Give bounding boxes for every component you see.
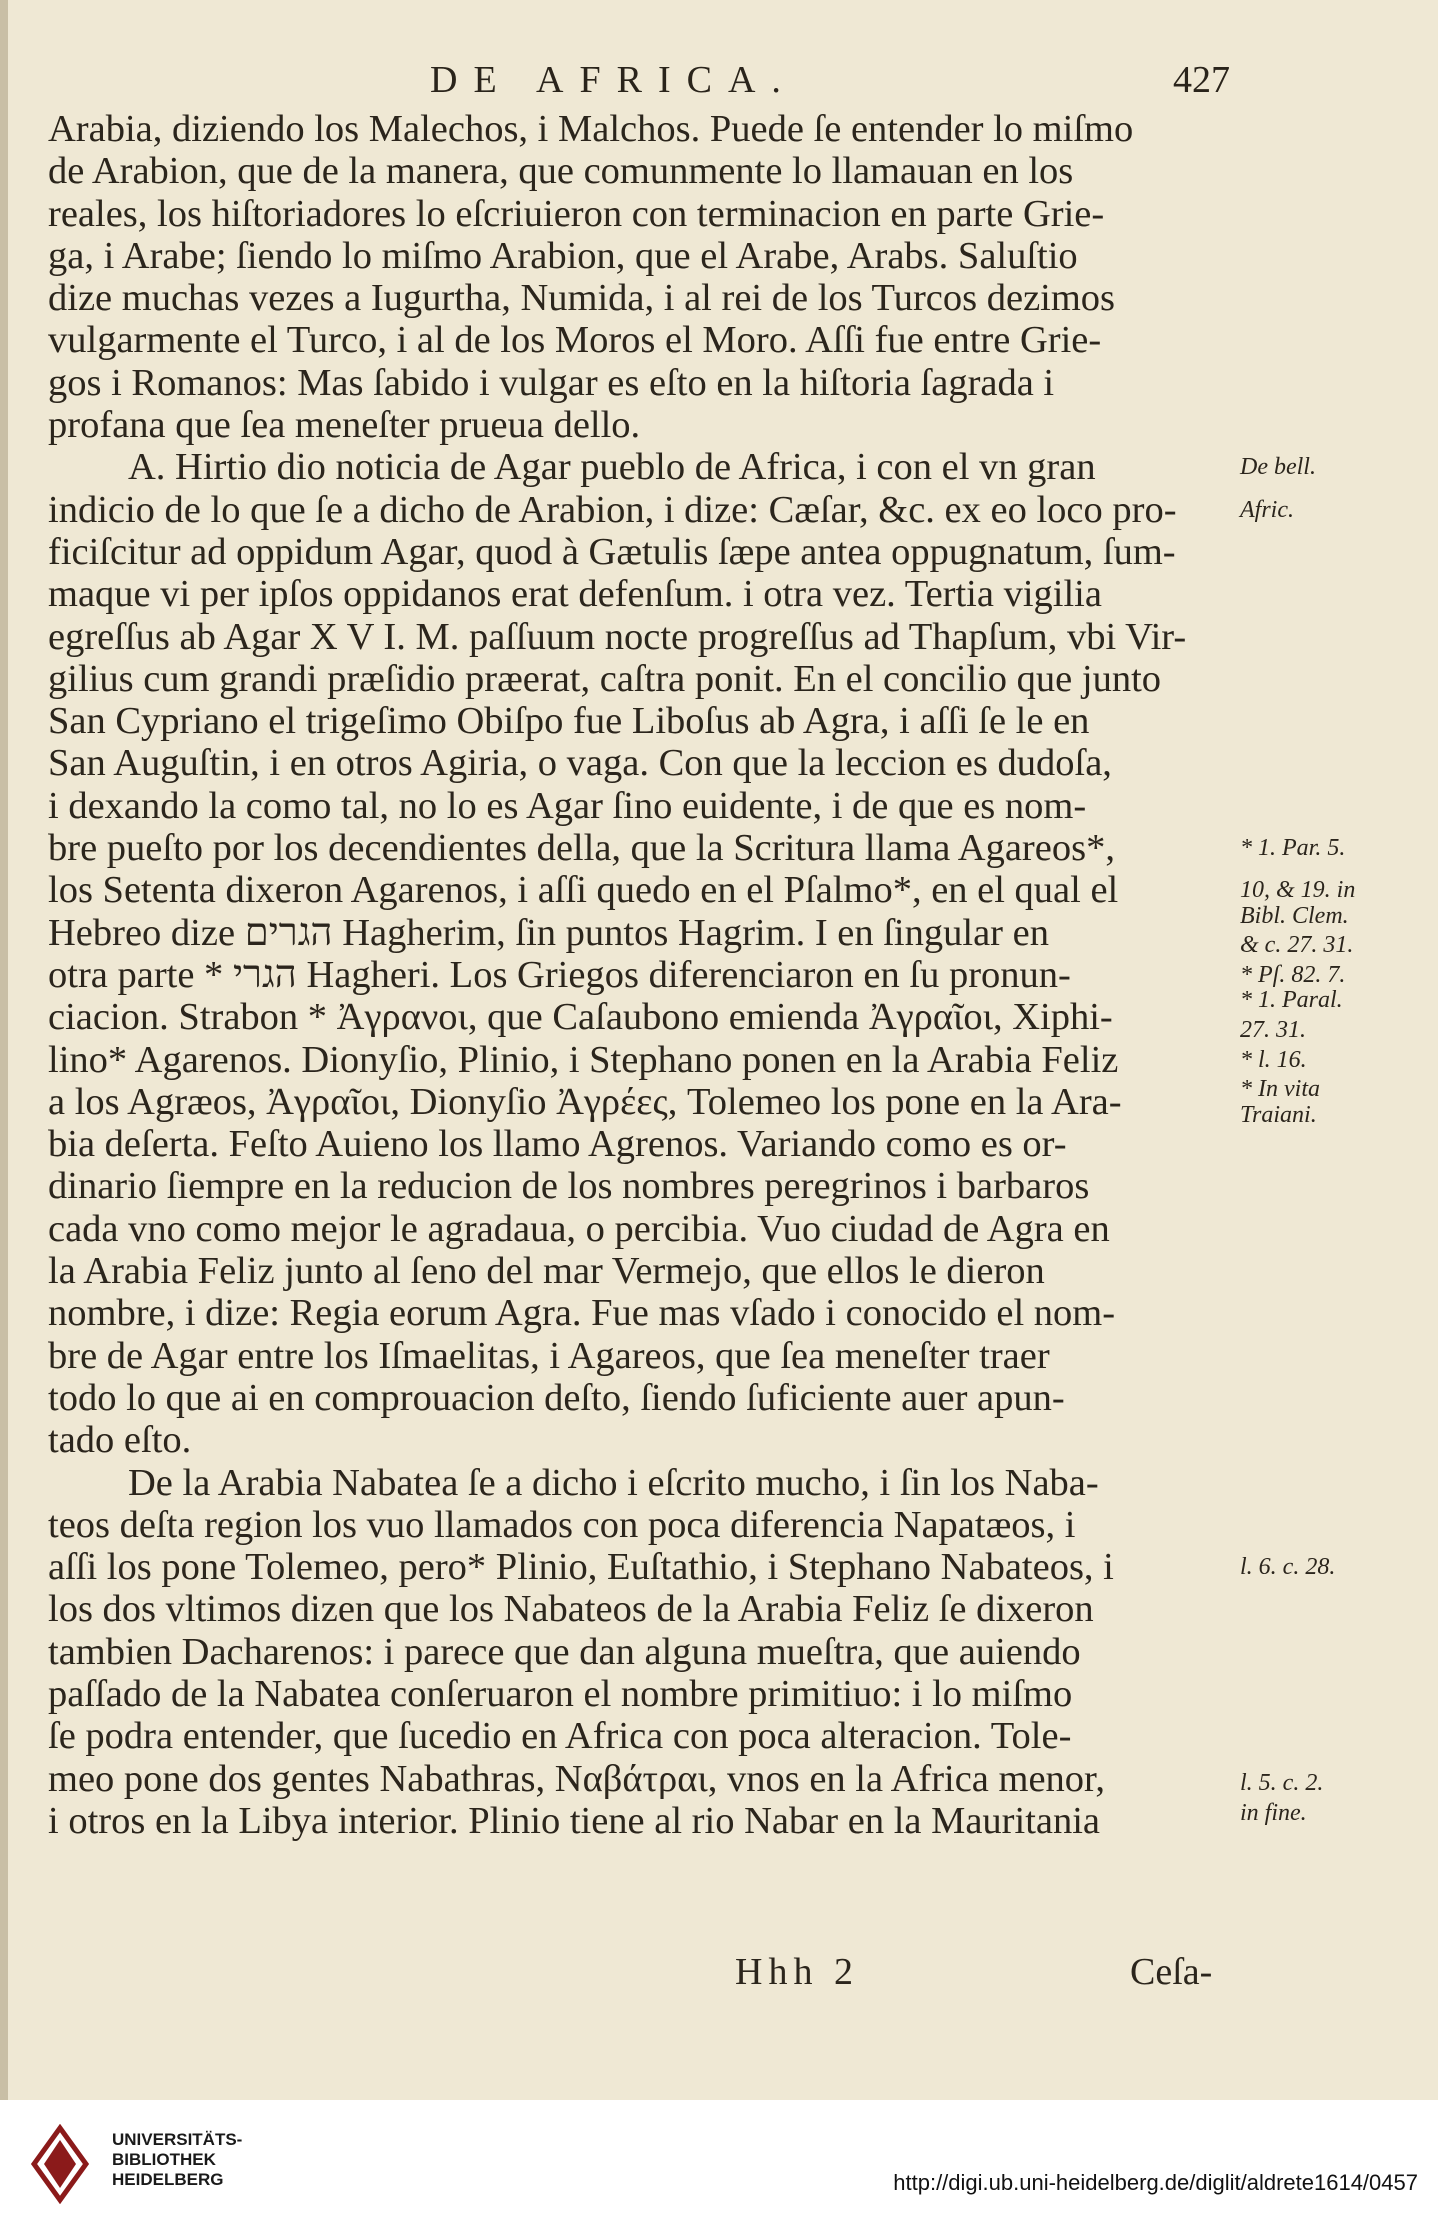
text-line: ficiſcitur ad oppidum Agar, quod à Gætulis ſæpe antea oppugnatum, ſum- [48, 530, 1176, 573]
library-logo-icon [30, 2124, 90, 2204]
text-line: profana que ſea meneſter prueua dello. [48, 404, 641, 447]
text-line: San Auguſtin, i en otros Agiria, o vaga. Con que la leccion es dudoſa, [48, 742, 1112, 785]
source-url[interactable]: http://digi.ub.uni-heidelberg.de/diglit/aldrete1614/0457 [893, 2170, 1418, 2195]
margin-note: De bell. [1240, 454, 1316, 481]
margin-note: * 1. Paral. [1240, 987, 1343, 1014]
margin-note: l. 5. c. 2. [1240, 1769, 1324, 1796]
body-text [48, 108, 1234, 1842]
text-line: teos deſta region los vuo llamados con poca diferencia Napatæos, i [48, 1503, 1076, 1546]
library-name-line: BIBLIOTHEK [112, 2150, 216, 2169]
text-line: todo lo que ai en comprouacion deſto, ſiendo ſuficiente auer apun- [48, 1376, 1065, 1419]
text-line: ga, i Arabe; ſiendo lo miſmo Arabion, que el Arabe, Arabs. Saluſtio [48, 234, 1078, 277]
text-line: ſe podra entender, que ſucedio en Africa con poca alteracion. Tole- [48, 1715, 1072, 1758]
text-line: de Arabion, que de la manera, que comunmente lo llamauan en los [48, 150, 1074, 193]
text-line: otra parte * הגרי Hagheri. Los Griegos diferenciaron en ſu pronun- [48, 953, 1071, 996]
margin-note: * In vita [1240, 1076, 1320, 1103]
text-line: reales, los hiſtoriadores lo eſcriuieron con terminacion en parte Grie- [48, 192, 1105, 235]
text-line: vulgarmente el Turco, i al de los Moros el Moro. Aſſi fue entre Grie- [48, 319, 1102, 362]
viewer-footer [0, 2100, 1438, 2235]
catchword: Ceſa- [1130, 1951, 1213, 1993]
library-name-line: UNIVERSITÄTS- [112, 2130, 243, 2149]
page-header [430, 58, 1230, 108]
library-name-line: HEIDELBERG [112, 2170, 224, 2189]
text-line: i otros en la Libya interior. Plinio tiene al rio Nabar en la Mauritania [48, 1799, 1101, 1842]
text-line: De la Arabia Nabatea ſe a dicho i eſcrito mucho, i ſin los Naba- [128, 1461, 1099, 1504]
text-line: la Arabia Feliz junto al ſeno del mar Vermejo, que ellos le dieron [48, 1250, 1045, 1293]
text-line: gilius cum grandi præſidio præerat, caſtra ponit. En el concilio que junto [48, 657, 1162, 700]
text-line: dinario ſiempre en la reducion de los nombres peregrinos i barbaros [48, 1165, 1090, 1208]
signature-mark: Hhh 2 [735, 1951, 859, 1993]
page-edge [0, 0, 8, 2100]
text-line: a los Agræos, Ἀγραῖοι, Dionyſio Ἀγρέες, Tolemeo los pone en la Ara- [48, 1080, 1122, 1123]
text-line: lino* Agarenos. Dionyſio, Plinio, i Stephano ponen en la Arabia Feliz [48, 1038, 1119, 1081]
margin-note: 10, & 19. in [1240, 877, 1356, 904]
text-line: bre pueſto por los decendientes della, que la Scritura llama Agareos*, [48, 827, 1115, 870]
text-line: Hebreo dize הגרים Hagherim, ſin puntos Hagrim. I en ſingular en [48, 911, 1049, 954]
text-line: indicio de lo que ſe a dicho de Arabion, i dize: Cæſar, &c. ex eo loco pro- [48, 488, 1177, 531]
text-line: maque vi per ipſos oppidanos erat defenſum. i otra vez. Tertia vigilia [48, 573, 1102, 616]
margin-note: Afric. [1240, 496, 1294, 523]
text-line: ciacion. Strabon * Ἀγρανοι, que Caſaubono emienda Ἀγραῖοι, Xiphi- [48, 996, 1113, 1039]
text-line: i dexando la como tal, no lo es Agar ſino euidente, i de que es nom- [48, 784, 1087, 827]
text-line: meo pone dos gentes Nabathras, Ναβάτραι, vnos en la Africa menor, [48, 1757, 1105, 1800]
page-number: 427 [1173, 59, 1230, 101]
text-line: gos i Romanos: Mas ſabido i vulgar es eſto en la hiſtoria ſagrada i [48, 361, 1055, 404]
text-line: bre de Agar entre los Iſmaelitas, i Agareos, que ſea meneſter traer [48, 1334, 1050, 1377]
text-line: Arabia, diziendo los Malechos, i Malchos. Puede ſe entender lo miſmo [48, 108, 1134, 150]
text-line: tado eſto. [48, 1419, 192, 1462]
margin-note: Traiani. [1240, 1101, 1317, 1128]
margin-note: 27. 31. [1240, 1016, 1306, 1043]
margin-note: l. 6. c. 28. [1240, 1554, 1336, 1581]
text-line: A. Hirtio dio noticia de Agar pueblo de Africa, i con el vn gran [128, 446, 1096, 489]
text-line: los Setenta dixeron Agarenos, i aſſi quedo en el Pſalmo*, en el qual el [48, 869, 1119, 912]
text-line: San Cypriano el trigeſimo Obiſpo fue Liboſus ab Agra, i aſſi ſe le en [48, 700, 1090, 743]
margin-note: & c. 27. 31. [1240, 932, 1354, 959]
margin-note: * l. 16. [1240, 1046, 1307, 1073]
margin-note: * 1. Par. 5. [1240, 835, 1346, 862]
text-line: nombre, i dize: Regia eorum Agra. Fue mas vſado i conocido el nom- [48, 1292, 1116, 1335]
margin-note: in fine. [1240, 1799, 1307, 1826]
text-line: aſſi los pone Tolemeo, pero* Plinio, Euſtathio, i Stephano Nabateos, i [48, 1546, 1114, 1589]
text-line: dize muchas vezes a Iugurtha, Numida, i al rei de los Turcos dezimos [48, 277, 1116, 320]
running-title: DE AFRICA. [430, 59, 797, 101]
text-line: paſſado de la Nabatea conſeruaron el nombre primitiuo: i lo miſmo [48, 1672, 1073, 1715]
margin-note: * Pſ. 82. 7. [1240, 962, 1346, 988]
margin-note: Bibl. Clem. [1240, 902, 1349, 929]
library-name [112, 2130, 242, 2190]
text-line: tambien Dacharenos: i parece que dan alguna mueſtra, que auiendo [48, 1630, 1081, 1673]
text-line: egreſſus ab Agar X V I. M. paſſuum nocte progreſſus ad Thapſum, vbi Vir- [48, 615, 1187, 658]
text-line: cada vno como mejor le agradaua, o percibia. Vuo ciudad de Agra en [48, 1207, 1110, 1250]
text-line: bia deſerta. Feſto Auieno los llamo Agrenos. Variando como es or- [48, 1123, 1067, 1166]
text-line: los dos vltimos dizen que los Nabateos de la Arabia Feliz ſe dixeron [48, 1588, 1094, 1631]
catchword-line [0, 1950, 1438, 2000]
